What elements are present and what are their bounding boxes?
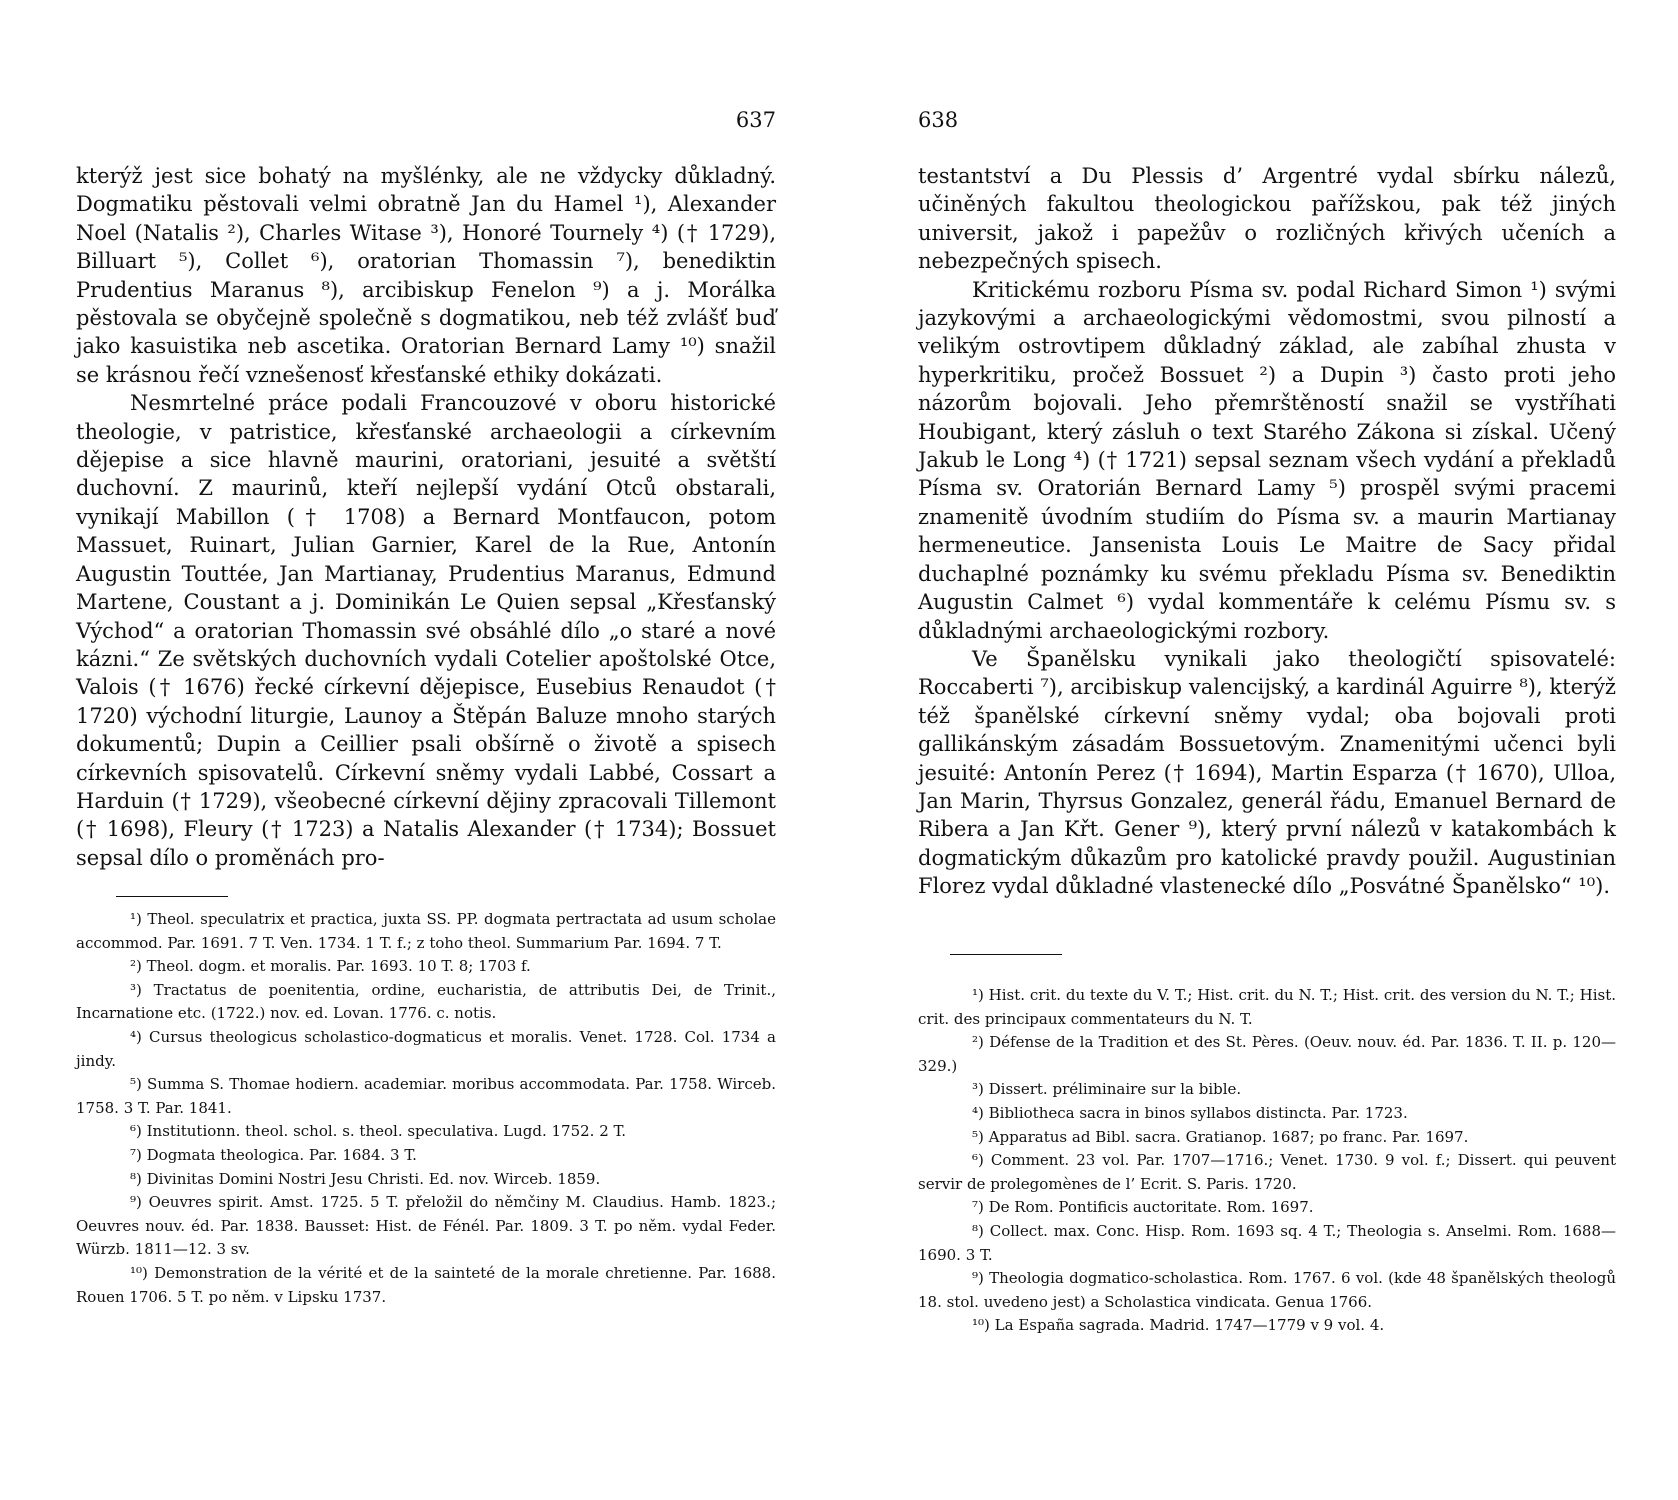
paragraph: Ve Španělsku vynikali jako theologičtí spisovatelé: Roccaberti ⁷), arcibiskup valencijský, a kardinál Aguirre ⁸), kterýž též španělské církevní sněmy vydal; oba bojovali proti gallikánským zásadám Bossuetovým. Znamenitými učenci byli jesuité: Antonín Perez († 1694), Martin Esparza († 1670), Ulloa, Jan Marin, Thyrsus Gonzalez, generál řádu, Emanuel Bernard de Ribera a Jan Křt. Gener ⁹), který první nálezů v katakombách k dogmatickým důkazům pro katolické pravdy použil. Augustinian Florez vydal důkladné vlastenecké dílo „Posvátné Španělsko“ ¹⁰). — [918, 646, 1616, 899]
footnote: ⁴) Cursus theologicus scholastico-dogmaticus et moralis. Venet. 1728. Col. 1734 a jindy. — [76, 1027, 776, 1070]
footnote-separator — [950, 954, 1062, 955]
page-number: 638 — [918, 108, 959, 132]
footnote: ⁸) Collect. max. Conc. Hisp. Rom. 1693 sq. 4 T.; Theologia s. Anselmi. Rom. 1688—1690. 3 T. — [918, 1221, 1616, 1264]
footnotes — [76, 908, 776, 1309]
paragraph: Nesmrtelné práce podali Francouzové v oboru historické theologie, v patristice, křesťanské archaeologii a církevním dějepise a sice hlavně maurini, oratoriani, jesuité a světští duchovní. Z maurinů, kteří nejlepší vydání Otců obstarali, vynikají Mabillon († 1708) a Bernard Montfaucon, potom Massuet, Ruinart, Julian Garnier, Karel de la Rue, Antonín Augustin Touttée, Jan Martianay, Prudentius Maranus, Edmund Martene, Coustant a j. Dominikán Le Quien sepsal „Křesťanský Východ“ a oratorian Thomassin své obsáhlé dílo „o staré a nové kázni.“ Ze světských duchovních vydali Cotelier apoštolské Otce, Valois († 1676) řecké církevní dějepisce, Eusebius Renaudot († 1720) východní liturgie, Launoy a Štěpán Baluze mnoho starých dokumentů; Dupin a Ceillier psali obšírně o životě a spisech církevních spisovatelů. Církevní sněmy vydali Labbé, Cossart a Harduin († 1729), všeobecné církevní dějiny zpracovali Tillemont († 1698), Fleury († 1723) a Natalis Alexander († 1734); Bossuet sepsal dílo o proměnách pro- — [76, 391, 776, 870]
footnote: ²) Theol. dogm. et moralis. Par. 1693. 10 T. 8; 1703 f. — [130, 957, 531, 976]
footnote: ³) Dissert. préliminaire sur la bible. — [972, 1080, 1242, 1099]
footnote: ¹) Hist. crit. du texte du V. T.; Hist. crit. du N. T.; Hist. crit. des version du N. T.; Hist. crit. des principaux commentateurs du N. T. — [918, 986, 1616, 1028]
page-number: 637 — [735, 108, 776, 132]
footnote: ⁴) Bibliotheca sacra in binos syllabos distincta. Par. 1723. — [972, 1103, 1408, 1122]
footnotes — [918, 984, 1616, 1338]
footnote: ²) Défense de la Tradition et des St. Pères. (Oeuv. nouv. éd. Par. 1836. T. II. p. 120—329.) — [918, 1033, 1616, 1075]
body-text — [76, 162, 776, 872]
footnote: ⁹) Theologia dogmatico-scholastica. Rom. 1767. 6 vol. (kde 48 španělských theologů 18. stol. uvedeno jest) a Scholastica vindicata. Genua 1766. — [918, 1269, 1616, 1311]
footnote: ⁹) Oeuvres spirit. Amst. 1725. 5 T. přeložil do němčiny M. Claudius. Hamb. 1823.; Oeuvres nouv. éd. Par. 1838. Bausset: Hist. de Fénél. Par. 1809. 3 T. po něm. vydal Feder. Würzb. 1811—12. 3 sv. — [76, 1193, 776, 1259]
footnote: ⁷) De Rom. Pontificis auctoritate. Rom. 1697. — [972, 1198, 1314, 1217]
paragraph: kterýž jest sice bohatý na myšlénky, ale ne vždycky důkladný. Dogmatiku pěstovali velmi obratně Jan du Hamel ¹), Alexander Noel (Natalis ²), Charles Witase ³), Honoré Tournely ⁴) († 1729), Billuart ⁵), Collet ⁶), oratorian Thomassin ⁷), benediktin Prudentius Maranus ⁸), arcibiskup Fenelon ⁹) a j. Morálka pěstovala se obyčejně společně s dogmatikou, neb též zvlášť buď jako kasuistika neb ascetika. Oratorian Bernard Lamy ¹⁰) snažil se krásnou řečí vznešenosť křesťanské ethiky dokázati. — [76, 164, 776, 387]
paragraph: Kritickému rozboru Písma sv. podal Richard Simon ¹) svými jazykovými a archaeologickými vědomostmi, svou pilností a velikým ostrovtipem důkladný základ, ale zabíhal zhusta v hyperkritiku, pročež Bossuet ²) a Dupin ³) často proti jeho názorům bojovali. Jeho přemrštěností snažil se vystříhati Houbigant, který zásluh o text Starého Zákona si získal. Učený Jakub le Long ⁴) († 1721) sepsal seznam všech vydání a překladů Písma sv. Oratorián Bernard Lamy ⁵) prospěl svými pracemi znamenitě úvodním studiím do Písma sv. a maurin Martianay hermeneutice. Jansenista Louis Le Maitre de Sacy přidal duchaplné poznámky ku svému překladu Písma sv. Benediktin Augustin Calmet ⁶) vydal kommentáře k celému Písmu sv. s důkladnými archaeologickými rozbory. — [918, 277, 1616, 643]
footnote: ⁶) Comment. 23 vol. Par. 1707—1716.; Venet. 1730. 9 vol. f.; Dissert. qui peuvent servir de prolegomènes de l’ Ecrit. S. Paris. 1720. — [918, 1151, 1616, 1193]
body-text — [918, 162, 1616, 901]
footnote: ⁷) Dogmata theologica. Par. 1684. 3 T. — [130, 1145, 417, 1164]
footnote-separator — [116, 896, 228, 897]
footnote: ¹) Theol. speculatrix et practica, juxta SS. PP. dogmata pertractata ad usum scholae accommod. Par. 1691. 7 T. Ven. 1734. 1 T. f.; z toho theol. Summarium Par. 1694. 7 T. — [76, 910, 776, 952]
footnote: ⁵) Apparatus ad Bibl. sacra. Gratianop. 1687; po franc. Par. 1697. — [972, 1127, 1469, 1146]
footnote: ¹⁰) Demonstration de la vérité et de la sainteté de la morale chretienne. Par. 1688. Rouen 1706. 5 T. po něm. v Lipsku 1737. — [76, 1263, 776, 1306]
footnote: ³) Tractatus de poenitentia, ordine, eucharistia, de attributis Dei, de Trinit., Incarnatione etc. (1722.) nov. ed. Lovan. 1776. c. notis. — [76, 980, 776, 1023]
footnote: ¹⁰) La España sagrada. Madrid. 1747—1779 v 9 vol. 4. — [972, 1316, 1385, 1335]
footnote: ⁶) Institutionn. theol. schol. s. theol. speculativa. Lugd. 1752. 2 T. — [130, 1122, 627, 1141]
footnote: ⁵) Summa S. Thomae hodiern. academiar. moribus accommodata. Par. 1758. Wirceb. 1758. 3 T. Par. 1841. — [76, 1075, 776, 1117]
footnote: ⁸) Divinitas Domini Nostri Jesu Christi. Ed. nov. Wirceb. 1859. — [130, 1169, 601, 1188]
paragraph: testantství a Du Plessis d’ Argentré vydal sbírku nálezů, učiněných fakultou theologickou pařížskou, pak též jiných universit, jakož i papežův o rozličných křivých učeních a nebezpečných spisech. — [918, 164, 1616, 274]
